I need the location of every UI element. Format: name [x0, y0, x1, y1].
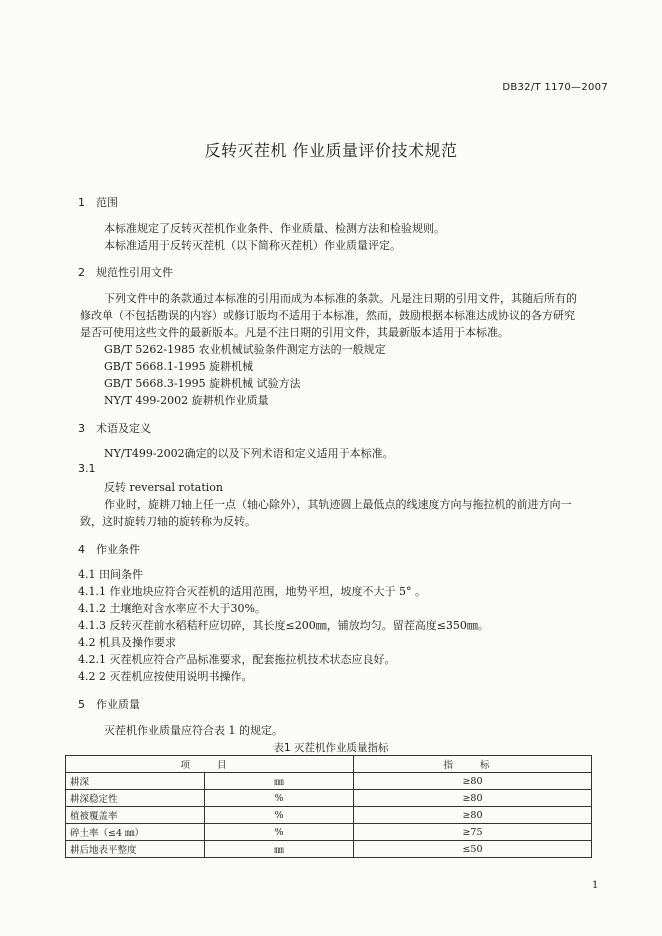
row-value: ≥75 [354, 824, 592, 841]
clause-line: 4.2 机具及操作要求 [78, 636, 176, 649]
column-header-index: 指 标 [354, 756, 592, 773]
clause-line: 4.1.2 土壤绝对含水率应不大于30%。 [78, 602, 266, 615]
s2-paragraph-line: 是否可使用这些文件的最新版本。凡是不注日期的引用文件，其最新版本适用于本标准。 [80, 326, 509, 339]
reference-item: GB/T 5262-1985 农业机械试验条件测定方法的一般规定 [104, 343, 386, 356]
section-title: 作业质量 [96, 698, 140, 711]
section-number: 2 [78, 266, 85, 279]
reference-item: GB/T 5668.1-1995 旋耕机械 [104, 360, 254, 373]
term-definition-line: 致，这时旋转刀轴的旋转称为反转。 [80, 515, 256, 528]
row-value: ≥80 [354, 773, 592, 790]
clause-line: 4.1.1 作业地块应符合灭茬机的适用范围，地势平坦，坡度不大于 5° 。 [78, 585, 426, 598]
quality-index-table [65, 755, 592, 858]
table-row [66, 824, 592, 841]
row-unit: % [205, 807, 354, 824]
section-title: 术语及定义 [96, 422, 151, 435]
section-number: 4 [78, 543, 85, 556]
s2-paragraph-line: 修改单（不包括勘误的内容）或修订版均不适用于本标准，然而，鼓励根据本标准达成协议的各方研究 [80, 309, 575, 322]
table-row [66, 807, 592, 824]
row-item: 耕深 [66, 773, 205, 790]
row-unit: ㎜ [205, 773, 354, 790]
row-item: 耕后地表平整度 [66, 841, 205, 858]
section-3-heading [78, 420, 151, 436]
s5-intro: 灭茬机作业质量应符合表 1 的规定。 [104, 724, 283, 737]
s1-paragraph-2: 本标准适用于反转灭茬机（以下简称灭茬机）作业质量评定。 [104, 239, 401, 252]
section-4-heading [78, 541, 140, 557]
clause-line: 4.1 田间条件 [78, 568, 143, 581]
clause-number: 3.1 [78, 462, 96, 475]
s1-paragraph-1: 本标准规定了反转灭茬机作业条件、作业质量、检测方法和检验规则。 [104, 222, 445, 235]
clause-line: 4.2 2 灭茬机应按使用说明书操作。 [78, 670, 253, 683]
table-caption: 表1 灭茬机作业质量指标 [273, 742, 389, 754]
row-item: 耕深稳定性 [66, 790, 205, 807]
clause-line: 4.2.1 灭茬机应符合产品标准要求，配套拖拉机技术状态应良好。 [78, 653, 396, 666]
standard-code: DB32/T 1170—2007 [502, 82, 608, 93]
row-value: ≥80 [354, 807, 592, 824]
section-5-heading [78, 696, 140, 712]
row-item: 碎土率（≤4 ㎜） [66, 824, 205, 841]
section-title: 作业条件 [96, 543, 140, 556]
page-number: 1 [592, 880, 599, 891]
row-item: 植被覆盖率 [66, 807, 205, 824]
table-header-row [66, 756, 592, 773]
section-number: 1 [78, 196, 85, 209]
reference-item: GB/T 5668.3-1995 旋耕机械 试验方法 [104, 377, 301, 390]
row-unit: % [205, 790, 354, 807]
table-row [66, 773, 592, 790]
table-row [66, 790, 592, 807]
section-title: 规范性引用文件 [96, 266, 173, 279]
clause-line: 4.1.3 反转灭茬前水稻秸秆应切碎，其长度≤200㎜，铺放均匀。留茬高度≤350㎜。 [78, 619, 489, 632]
section-number: 3 [78, 422, 85, 435]
section-1-heading [78, 194, 118, 210]
row-value: ≤50 [354, 841, 592, 858]
reference-item: NY/T 499-2002 旋耕机作业质量 [104, 394, 269, 407]
term: 反转 reversal rotation [104, 481, 223, 494]
s3-intro: NY/T499-2002确定的以及下列术语和定义适用于本标准。 [104, 447, 394, 460]
term-definition-line: 作业时，旋耕刀轴上任一点（轴心除外），其轨迹圆上最低点的线速度方向与拖拉机的前进方向一 [104, 498, 572, 511]
table-row [66, 841, 592, 858]
s2-paragraph-line: 下列文件中的条款通过本标准的引用而成为本标准的条款。凡是注日期的引用文件，其随后所有的 [104, 292, 577, 305]
row-value: ≥80 [354, 790, 592, 807]
document-title: 反转灭茬机 作业质量评价技术规范 [204, 141, 458, 160]
row-unit: ㎜ [205, 841, 354, 858]
section-title: 范围 [96, 196, 118, 209]
row-unit: % [205, 824, 354, 841]
section-number: 5 [78, 698, 85, 711]
column-header-item: 项 目 [66, 756, 354, 773]
section-2-heading [78, 264, 173, 280]
